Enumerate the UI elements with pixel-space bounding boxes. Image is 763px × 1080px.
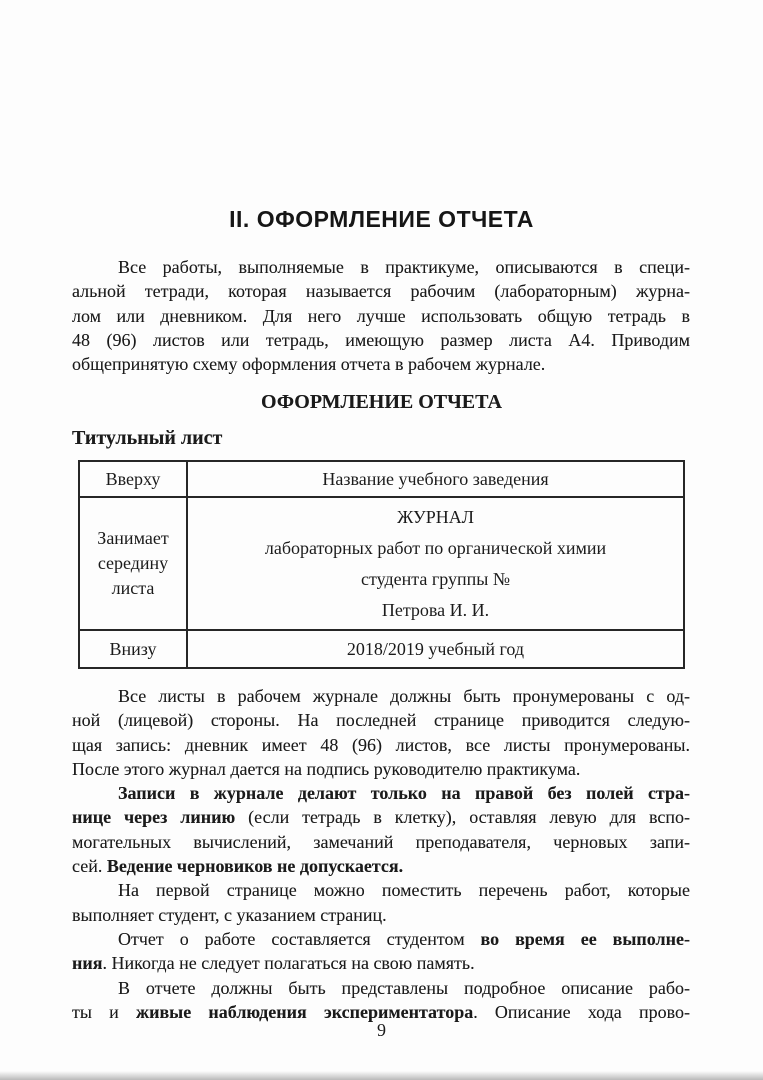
page-number: 9 [377, 1020, 386, 1040]
text-segment: В отчете должны быть представлены подробное описание рабо- [118, 977, 690, 998]
row-label: Внизу [79, 630, 187, 668]
text-line [72, 328, 690, 352]
text-line [72, 352, 690, 376]
text-line [72, 878, 690, 902]
table-row [79, 497, 684, 630]
text-line [72, 903, 690, 927]
text-segment: общепринятую схему оформления отчета в рабочем журнале. [72, 354, 546, 375]
text-line [72, 805, 690, 829]
text-segment: Все листы в рабочем журнале должны быть пронумерованы с од- [118, 686, 690, 706]
body-paragraphs [72, 684, 690, 1024]
text-segment: альной тетради, которая называется рабочим (лабораторным) журна- [72, 281, 690, 302]
text-segment: (если тетрадь в клетку), оставляя левую для вспо- [235, 807, 690, 828]
text-line [72, 830, 690, 854]
text-segment: могательных вычислений, замечаний преподавателя, черновых запи- [72, 831, 690, 852]
bold-text-segment: нице через линию [72, 807, 236, 828]
text-line [72, 927, 690, 951]
text-line [72, 781, 690, 805]
text-segment: После этого журнал дается на подпись руководителю практикума. [72, 758, 581, 779]
text-line [72, 854, 690, 878]
text-line [72, 684, 690, 708]
journal-subtitle-line: лабораторных работ по органической химии [264, 537, 607, 558]
text-line [72, 708, 690, 732]
bold-text-segment: Записи в журнале делают только на правой без полей стра- [118, 783, 690, 804]
text-line [72, 951, 690, 975]
text-segment: ты и [72, 1001, 137, 1022]
text-segment: сей. [72, 856, 107, 877]
title-page-scheme-table [78, 460, 685, 669]
text-segment: Отчет о работе составляется студентом [118, 928, 481, 949]
text-line [72, 757, 690, 781]
text-line [72, 279, 690, 303]
bold-text-segment: Ведение черновиков не допускается. [106, 856, 404, 877]
text-segment: На первой странице можно поместить перечень работ, которые [118, 880, 690, 901]
intro-paragraph [72, 255, 690, 376]
student-name-line: Петрова И. И. [381, 599, 490, 620]
subheading-title-page: Титульный лист [72, 427, 223, 449]
text-segment: . Описание хода прово- [473, 1001, 691, 1022]
text-line [72, 304, 690, 328]
text-segment: лом или дневником. Для него лучше использовать общую тетрадь в [72, 305, 690, 326]
text-segment: Все работы, выполняемые в практикуме, описываются в специ- [118, 257, 690, 277]
text-segment: щая запись: дневник имеет 48 (96) листов, все листы пронумерованы. [72, 734, 690, 755]
text-line [72, 255, 690, 279]
student-group-line: студента группы № [360, 568, 511, 589]
section-heading: ОФОРМЛЕНИЕ ОТЧЕТА [261, 391, 502, 413]
bold-text-segment: ния [72, 953, 103, 974]
table-row [79, 461, 684, 497]
chapter-title: II. ОФОРМЛЕНИЕ ОТЧЕТА [229, 206, 534, 233]
text-segment: . Никогда не следует полагаться на свою память. [102, 953, 475, 974]
bold-text-segment: живые наблюдения экспериментатора [136, 1001, 474, 1022]
row-content: Название учебного заведения [187, 461, 684, 497]
table-row [79, 630, 684, 668]
text-segment: 48 (96) листов или тетрадь, имеющую размер листа А4. Приводим [72, 329, 690, 350]
text-line [72, 733, 690, 757]
text-segment: ной (лицевой) стороны. На последней странице приводится следую- [72, 710, 690, 731]
journal-title-line: ЖУРНАЛ [397, 506, 474, 527]
bold-text-segment: во время ее выполне- [480, 928, 690, 949]
text-segment: выполняет студент, с указанием страниц. [72, 904, 387, 925]
row-label: Занимает середину листа [79, 497, 187, 630]
row-content: 2018/2019 учебный год [187, 630, 684, 668]
text-line [72, 976, 690, 1000]
row-label: Вверху [79, 461, 187, 497]
page-edge-shadow [0, 1071, 763, 1080]
row-content [187, 497, 684, 630]
